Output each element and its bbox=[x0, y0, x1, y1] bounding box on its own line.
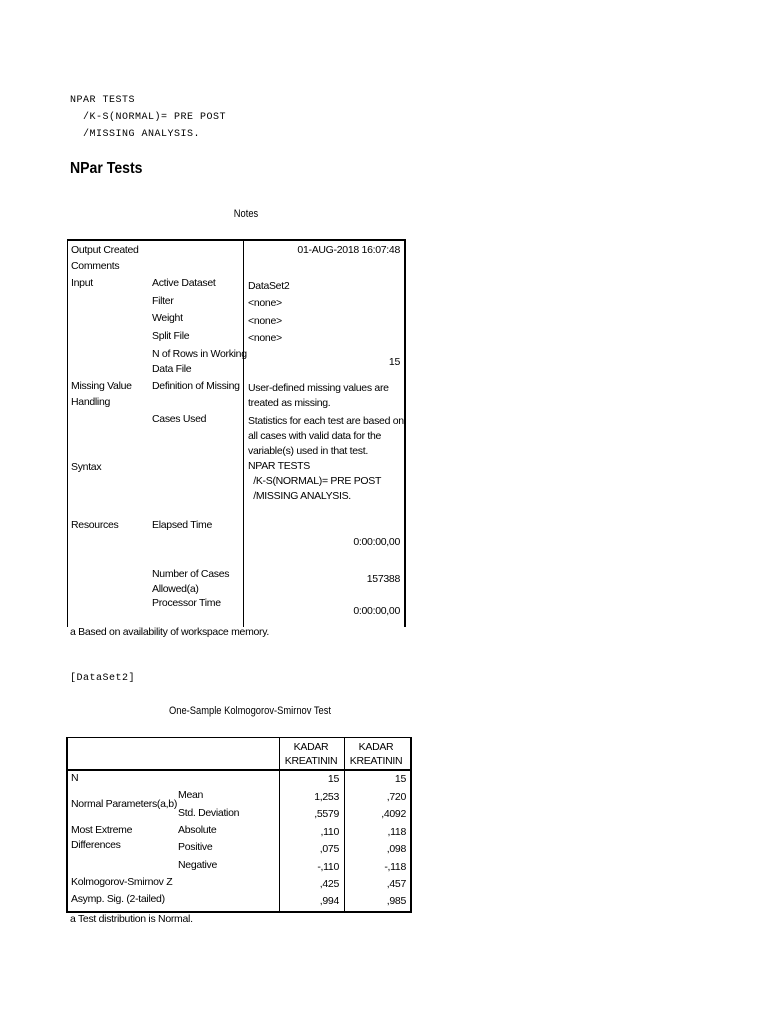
sub-label: N of Rows in Working bbox=[152, 348, 247, 360]
column-header-line: KREATININ bbox=[284, 755, 338, 767]
sub-label: Data File bbox=[152, 363, 192, 375]
row-label: N bbox=[71, 772, 79, 784]
cell-value: ,994 bbox=[319, 895, 339, 907]
notes-title: Notes bbox=[233, 208, 259, 220]
row-value: <none> bbox=[248, 332, 282, 344]
row-label: Resources bbox=[71, 519, 119, 531]
cell-value: ,720 bbox=[386, 791, 406, 803]
sub-label: Cases Used bbox=[152, 413, 207, 425]
column-divider bbox=[243, 241, 244, 627]
cell-value: ,5579 bbox=[314, 808, 339, 820]
row-label: Normal Parameters(a,b) bbox=[71, 798, 178, 810]
cell-value: -,110 bbox=[317, 861, 339, 873]
row-value: 01-AUG-2018 16:07:48 bbox=[297, 244, 400, 256]
row-label: Kolmogorov-Smirnov Z bbox=[71, 876, 173, 888]
sub-label: Mean bbox=[178, 789, 204, 801]
row-value: treated as missing. bbox=[248, 397, 331, 409]
cell-value: 1,253 bbox=[314, 791, 339, 803]
row-value: 15 bbox=[388, 356, 400, 368]
row-value: Statistics for each test are based on bbox=[248, 415, 404, 427]
cell-value: ,4092 bbox=[381, 808, 406, 820]
sub-label: Weight bbox=[152, 312, 183, 324]
row-value: User-defined missing values are bbox=[248, 382, 389, 394]
sub-label: Absolute bbox=[178, 824, 217, 836]
ks-table bbox=[66, 737, 412, 913]
sub-label: Negative bbox=[178, 859, 218, 871]
dataset-tag: [DataSet2] bbox=[70, 673, 136, 684]
notes-table bbox=[67, 239, 406, 627]
row-label: Differences bbox=[71, 839, 121, 851]
row-label: Missing Value bbox=[71, 380, 132, 392]
row-label: Asymp. Sig. (2-tailed) bbox=[71, 893, 165, 905]
cell-value: ,118 bbox=[387, 826, 406, 838]
syntax-line: /MISSING ANALYSIS. bbox=[70, 129, 201, 140]
cell-value: ,110 bbox=[320, 826, 339, 838]
row-label: Most Extreme bbox=[71, 824, 133, 836]
sub-label: Active Dataset bbox=[152, 277, 216, 289]
row-label: Syntax bbox=[71, 461, 102, 473]
sub-label: Processor Time bbox=[152, 597, 221, 609]
row-value: /MISSING ANALYSIS. bbox=[248, 490, 351, 502]
cell-value: ,457 bbox=[386, 878, 406, 890]
page-heading: NPar Tests bbox=[70, 160, 143, 177]
row-value: DataSet2 bbox=[248, 280, 290, 292]
row-value: 157388 bbox=[366, 573, 400, 585]
cell-value: ,075 bbox=[319, 843, 339, 855]
syntax-block bbox=[70, 92, 226, 143]
sub-label: Elapsed Time bbox=[152, 519, 213, 531]
column-header-line: KADAR bbox=[358, 741, 394, 753]
column-header bbox=[345, 740, 407, 768]
row-value: /K-S(NORMAL)= PRE POST bbox=[248, 475, 382, 487]
row-value: <none> bbox=[248, 297, 282, 309]
cell-value: 15 bbox=[327, 773, 339, 785]
sub-label: Positive bbox=[178, 841, 213, 853]
row-value: 0:00:00,00 bbox=[353, 536, 400, 548]
row-value: <none> bbox=[248, 315, 282, 327]
cell-value: ,098 bbox=[386, 843, 406, 855]
sub-label: Number of Cases bbox=[152, 568, 230, 580]
row-value: NPAR TESTS bbox=[248, 460, 310, 472]
syntax-line: /K-S(NORMAL)= PRE POST bbox=[70, 112, 227, 123]
column-header bbox=[280, 740, 342, 768]
notes-footnote: a Based on availability of workspace memory. bbox=[70, 626, 270, 638]
ks-footnote: a Test distribution is Normal. bbox=[70, 913, 193, 925]
row-label: Handling bbox=[71, 396, 111, 408]
cell-value: ,425 bbox=[319, 878, 339, 890]
column-header-line: KREATININ bbox=[349, 755, 403, 767]
row-label: Input bbox=[71, 277, 93, 289]
row-value: all cases with valid data for the bbox=[248, 430, 382, 442]
header-divider bbox=[68, 769, 410, 771]
row-value: 0:00:00,00 bbox=[353, 605, 400, 617]
sub-label: Filter bbox=[152, 295, 174, 307]
row-label: Output Created bbox=[71, 244, 139, 256]
ks-title: One-Sample Kolmogorov-Smirnov Test bbox=[169, 705, 331, 717]
cell-value: -,118 bbox=[384, 861, 406, 873]
sub-label: Split File bbox=[152, 330, 190, 342]
sub-label: Definition of Missing bbox=[152, 380, 240, 392]
row-value: variable(s) used in that test. bbox=[248, 445, 368, 457]
cell-value: ,985 bbox=[386, 895, 406, 907]
cell-value: 15 bbox=[394, 773, 406, 785]
syntax-line: NPAR TESTS bbox=[70, 95, 136, 106]
sub-label: Std. Deviation bbox=[178, 807, 240, 819]
sub-label: Allowed(a) bbox=[152, 583, 199, 595]
row-label: Comments bbox=[71, 260, 120, 272]
column-header-line: KADAR bbox=[293, 741, 329, 753]
